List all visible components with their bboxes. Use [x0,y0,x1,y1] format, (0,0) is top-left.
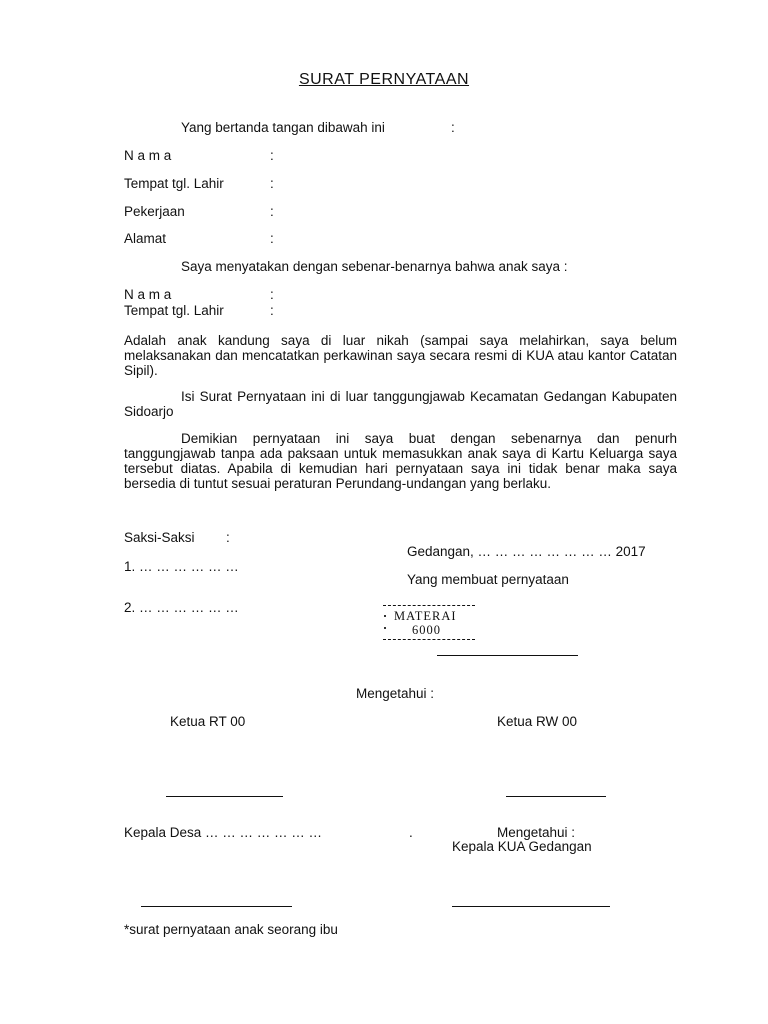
child-field-label-tempat-lahir: Tempat tgl. Lahir [124,303,224,318]
rt-signature-line [166,796,283,797]
footnote: *surat pernyataan anak seorang ibu [124,922,338,937]
knowing-label: Mengetahui : [356,686,435,701]
kepala-desa-label: Kepala Desa … … … … … … … [124,825,323,840]
materai-tick [384,627,386,629]
rt-label: Ketua RT 00 [170,714,246,729]
witness-1: 1. … … … … … … [124,559,239,574]
rw-signature-line [506,796,606,797]
place-date: Gedangan, … … … … … … … … 2017 [407,544,646,559]
rw-label: Ketua RW 00 [497,714,578,729]
field-label-alamat: Alamat [124,231,167,246]
witness-label: Saksi-Saksi [124,530,195,545]
witness-2: 2. … … … … … … [124,600,239,615]
field-label-pekerjaan: Pekerjaan [124,204,185,219]
intro-text: Yang bertanda tangan dibawah ini [181,120,385,135]
materai-tick [384,615,386,617]
field-colon: : [270,231,274,246]
field-colon: : [270,287,274,302]
paragraph-tanggungjawab: Isi Surat Pernyataan ini di luar tanggungjawab Kecamatan Gedangan Kabupaten Sidoarjo [124,389,677,419]
maker-label: Yang membuat pernyataan [407,572,569,587]
field-colon: : [270,204,274,219]
child-field-label-nama: N a m a [124,287,172,302]
witness-colon: : [226,530,230,545]
intro-colon: : [451,120,455,135]
field-colon: : [270,148,274,163]
maker-signature-line [437,655,578,656]
period-mark: . [409,825,413,840]
paragraph-demikian: Demikian pernyataan ini saya buat dengan sebenarnya dan penurh tanggungjawab tanpa ada paksaan untuk memasukkan anak saya di Kartu Keluarga saya tersebut diatas. Apabila di kemudian hari pernyataan saya ini tidak benar maka saya bersedia di tuntut sesuai peraturan Perundang-undangan yang berlaku. [124,431,677,491]
kua-label: Kepala KUA Gedangan [452,839,592,854]
field-colon: : [270,303,274,318]
materai-value: 6000 [412,623,441,637]
materai-label: MATERAI [394,609,457,623]
kepala-desa-signature-line [141,906,292,907]
field-colon: : [270,176,274,191]
child-intro-text: Saya menyatakan dengan sebenar-benarnya bahwa anak saya : [181,259,568,274]
document-title: SURAT PERNYATAAN [298,71,470,88]
kua-signature-line [452,906,610,907]
field-label-nama: N a m a [124,148,172,163]
paragraph-anak-kandung: Adalah anak kandung saya di luar nikah (sampai saya melahirkan, saya belum melaksanakan dan mencatatkan perkawinan saya secara resmi di KUA atau kantor Catatan Sipil). [124,333,677,378]
materai-border-top [383,605,475,606]
field-label-tempat-lahir: Tempat tgl. Lahir [124,176,224,191]
knowing2-label: Mengetahui : [497,825,576,840]
materai-border-bottom [383,639,475,640]
